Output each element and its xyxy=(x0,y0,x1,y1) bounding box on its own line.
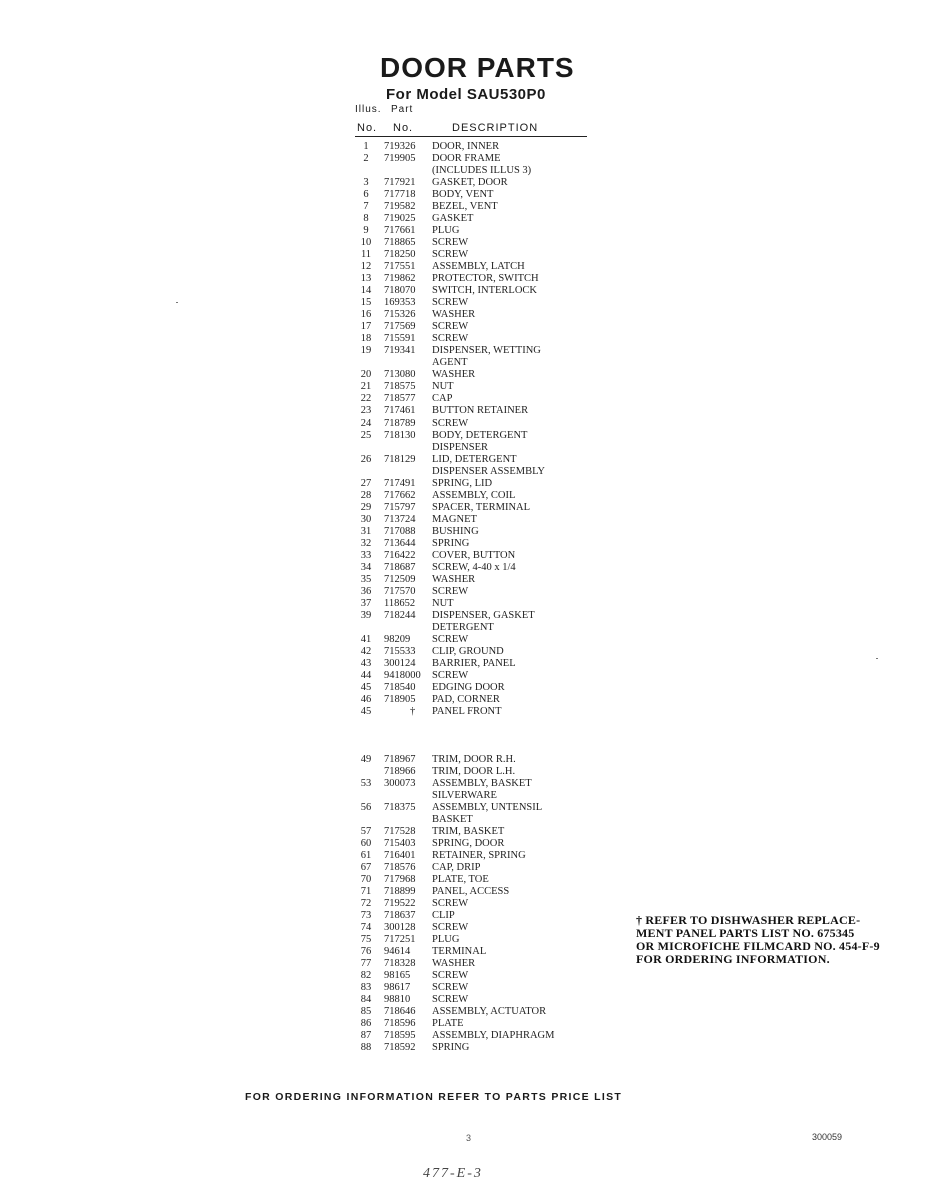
part-number: 717921 xyxy=(384,177,416,189)
ordering-footer: FOR ORDERING INFORMATION REFER TO PARTS PRICE LIST xyxy=(245,1091,623,1103)
part-row xyxy=(0,538,600,550)
part-row xyxy=(0,562,600,574)
part-number: 98617 xyxy=(384,982,411,994)
part-row xyxy=(0,418,600,430)
part-row xyxy=(0,393,600,405)
part-row xyxy=(0,790,600,802)
part-row xyxy=(0,201,600,213)
part-illus-number: 41 xyxy=(360,633,372,645)
part-illus-number: 31 xyxy=(360,525,372,537)
part-description: (INCLUDES ILLUS 3) xyxy=(432,165,532,176)
part-number: 717662 xyxy=(384,489,416,501)
part-number: 719025 xyxy=(384,213,416,225)
part-row xyxy=(0,838,600,850)
part-description: PANEL, ACCESS xyxy=(432,886,510,898)
part-row xyxy=(0,814,600,826)
part-illus-number: 70 xyxy=(360,874,372,886)
part-description: SCREW xyxy=(432,297,469,309)
part-illus-number: 67 xyxy=(360,862,372,874)
part-description: SPRING, LID xyxy=(432,477,493,489)
part-illus-number: 26 xyxy=(360,453,372,465)
part-number: 717968 xyxy=(384,874,416,886)
part-description: ASSEMBLY, UNTENSIL xyxy=(432,802,543,813)
part-illus-number: 17 xyxy=(360,321,372,333)
part-illus-number: 44 xyxy=(360,669,372,681)
part-number: 94614 xyxy=(384,946,411,958)
part-illus-number: 7 xyxy=(363,201,369,213)
part-row xyxy=(0,309,600,321)
part-description: AGENT xyxy=(432,357,468,369)
part-description: SWITCH, INTERLOCK xyxy=(432,285,537,297)
part-row xyxy=(0,850,600,862)
part-description: PANEL FRONT xyxy=(432,705,502,717)
part-row xyxy=(0,442,600,454)
part-row xyxy=(0,874,600,886)
part-description: DETERGENT xyxy=(432,621,494,633)
part-row xyxy=(0,826,600,838)
part-illus-number: 39 xyxy=(360,609,372,621)
part-description: SCREW xyxy=(432,669,469,681)
part-illus-number: 76 xyxy=(360,946,372,958)
part-row xyxy=(0,225,600,237)
part-number: 717251 xyxy=(384,934,416,946)
part-number: 718244 xyxy=(384,609,416,621)
part-row xyxy=(0,141,600,153)
part-illus-number: 30 xyxy=(360,513,372,525)
part-row xyxy=(0,345,600,357)
part-illus-number: 14 xyxy=(360,285,372,297)
part-description: BUTTON RETAINER xyxy=(432,405,529,417)
part-row xyxy=(0,646,600,658)
part-number: 718646 xyxy=(384,1006,416,1018)
part-row xyxy=(0,369,600,381)
part-description: SCREW xyxy=(432,982,469,994)
part-row xyxy=(0,321,600,333)
part-number: 715326 xyxy=(384,309,416,321)
part-row xyxy=(0,754,600,766)
part-row xyxy=(0,910,600,922)
part-row xyxy=(0,478,600,490)
part-description: DISPENSER, GASKET xyxy=(432,609,535,621)
part-number: 719582 xyxy=(384,201,416,213)
part-number: 713644 xyxy=(384,537,416,549)
part-row xyxy=(0,886,600,898)
part-description: SCREW, 4-40 x 1/4 xyxy=(432,561,516,573)
page-number: 3 xyxy=(466,1133,472,1143)
part-row xyxy=(0,682,600,694)
part-illus-number: 32 xyxy=(360,537,372,549)
part-number: 715403 xyxy=(384,838,416,850)
part-description: NUT xyxy=(432,381,454,393)
part-description: BUSHING xyxy=(432,525,479,537)
part-row xyxy=(0,1042,600,1054)
part-number: 719341 xyxy=(384,345,416,357)
part-number: † xyxy=(410,705,416,717)
part-description: DOOR, INNER xyxy=(432,141,500,152)
part-description: DISPENSER ASSEMBLY xyxy=(432,465,546,477)
part-illus-number: 36 xyxy=(360,585,372,597)
part-illus-number: 21 xyxy=(360,381,372,393)
part-row xyxy=(0,285,600,297)
part-description: RETAINER, SPRING xyxy=(432,850,526,862)
part-description: PLUG xyxy=(432,934,460,946)
part-description: WASHER xyxy=(432,958,476,970)
part-illus-number: 35 xyxy=(360,573,372,585)
part-number: 718966 xyxy=(384,766,416,777)
note-line: MENT PANEL PARTS LIST NO. 675345 xyxy=(636,926,855,940)
part-description: DISPENSER xyxy=(432,441,489,453)
part-number: 715797 xyxy=(384,501,416,513)
part-illus-number: 53 xyxy=(360,778,372,789)
part-description: ASSEMBLY, LATCH xyxy=(432,261,525,273)
part-illus-number: 16 xyxy=(360,309,372,321)
part-number: 717461 xyxy=(384,405,416,417)
part-illus-number: 13 xyxy=(360,273,372,285)
part-number: 718905 xyxy=(384,693,416,705)
handwritten-annotation: 477-E-3 xyxy=(423,1166,483,1181)
note-line: OR MICROFICHE FILMCARD NO. 454-F-9 xyxy=(636,939,880,953)
part-description: SPACER, TERMINAL xyxy=(432,501,531,513)
part-row xyxy=(0,802,600,814)
part-row xyxy=(0,862,600,874)
part-illus-number: 23 xyxy=(360,405,372,417)
part-description: ASSEMBLY, BASKET xyxy=(432,778,532,789)
part-illus-number: 1 xyxy=(363,141,369,152)
part-row xyxy=(0,670,600,682)
part-number: 718687 xyxy=(384,561,416,573)
part-description: SCREW xyxy=(432,237,469,249)
part-row xyxy=(0,357,600,369)
part-description: COVER, BUTTON xyxy=(432,549,516,561)
part-number: 718592 xyxy=(384,1042,416,1054)
part-description: PROTECTOR, SWITCH xyxy=(432,273,539,285)
part-illus-number: 9 xyxy=(363,225,369,237)
part-row xyxy=(0,706,600,718)
part-description: SPRING xyxy=(432,1042,470,1054)
part-description: ASSEMBLY, DIAPHRAGM xyxy=(432,1030,555,1042)
note-line: † REFER TO DISHWASHER REPLACE- xyxy=(636,913,861,927)
part-row xyxy=(0,153,600,165)
part-description: BODY, DETERGENT xyxy=(432,429,528,441)
part-row xyxy=(0,574,600,586)
part-number: 712509 xyxy=(384,573,416,585)
part-row xyxy=(0,778,600,790)
part-row xyxy=(0,333,600,345)
part-number: 98209 xyxy=(384,633,411,645)
scan-speck xyxy=(876,658,878,659)
part-description: CAP, DRIP xyxy=(432,862,481,874)
part-illus-number: 3 xyxy=(363,177,369,189)
part-row xyxy=(0,237,600,249)
part-description: WASHER xyxy=(432,369,476,381)
panel-reference-note xyxy=(636,914,921,966)
part-illus-number: 85 xyxy=(360,1006,372,1018)
part-illus-number: 46 xyxy=(360,693,372,705)
part-number: 719326 xyxy=(384,141,416,152)
document-number: 300059 xyxy=(812,1132,843,1142)
part-number: 713080 xyxy=(384,369,416,381)
part-row xyxy=(0,466,600,478)
column-header-part: Part xyxy=(391,104,414,115)
subtitle: For Model SAU530P0 xyxy=(386,86,546,103)
part-row xyxy=(0,1006,600,1018)
part-number: 300128 xyxy=(384,922,416,934)
part-description: SCREW xyxy=(432,333,469,345)
part-row xyxy=(0,1030,600,1042)
part-illus-number: 34 xyxy=(360,561,372,573)
part-number: 718540 xyxy=(384,681,416,693)
part-row xyxy=(0,766,600,778)
part-illus-number: 45 xyxy=(360,681,372,693)
part-row xyxy=(0,405,600,417)
part-description: CLIP xyxy=(432,910,455,922)
part-description: SCREW xyxy=(432,417,469,429)
part-row xyxy=(0,514,600,526)
scan-speck xyxy=(176,302,178,303)
part-row xyxy=(0,658,600,670)
part-number: 718637 xyxy=(384,910,416,922)
part-number: 718595 xyxy=(384,1030,416,1042)
part-illus-number: 43 xyxy=(360,657,372,669)
part-number: 718250 xyxy=(384,249,416,261)
part-number: 717528 xyxy=(384,826,416,838)
part-number: 718789 xyxy=(384,417,416,429)
part-illus-number: 60 xyxy=(360,838,372,850)
column-header-part-no: No. xyxy=(393,122,414,134)
part-description: SCREW xyxy=(432,321,469,333)
part-row xyxy=(0,249,600,261)
part-number: 716401 xyxy=(384,850,416,862)
part-illus-number: 11 xyxy=(360,249,372,261)
part-illus-number: 49 xyxy=(360,754,372,765)
part-description: BODY, VENT xyxy=(432,189,494,201)
part-number: 717569 xyxy=(384,321,416,333)
part-illus-number: 22 xyxy=(360,393,372,405)
part-description: WASHER xyxy=(432,573,476,585)
part-description: CLIP, GROUND xyxy=(432,645,504,657)
part-row xyxy=(0,430,600,442)
part-number: 715591 xyxy=(384,333,416,345)
part-illus-number: 86 xyxy=(360,1018,372,1030)
part-description: PLUG xyxy=(432,225,460,237)
column-header-illus: Illus. xyxy=(355,104,382,115)
part-illus-number: 10 xyxy=(360,237,372,249)
part-description: PLATE, TOE xyxy=(432,874,489,886)
part-description: GASKET xyxy=(432,213,474,225)
part-number: 718070 xyxy=(384,285,416,297)
part-illus-number: 28 xyxy=(360,489,372,501)
part-description: TRIM, BASKET xyxy=(432,826,505,838)
part-number: 300073 xyxy=(384,778,416,789)
part-description: SCREW xyxy=(432,585,469,597)
part-illus-number: 24 xyxy=(360,417,372,429)
part-description: DISPENSER, WETTING xyxy=(432,345,541,357)
part-description: BEZEL, VENT xyxy=(432,201,498,213)
part-illus-number: 87 xyxy=(360,1030,372,1042)
part-illus-number: 42 xyxy=(360,645,372,657)
part-number: 717570 xyxy=(384,585,416,597)
part-illus-number: 15 xyxy=(360,297,372,309)
part-description: SCREW xyxy=(432,970,469,982)
part-number: 719862 xyxy=(384,273,416,285)
part-number: 9418000 xyxy=(384,669,421,681)
column-header-description: DESCRIPTION xyxy=(452,122,539,134)
part-illus-number: 71 xyxy=(360,886,372,898)
part-illus-number: 72 xyxy=(360,898,372,910)
part-number: 718328 xyxy=(384,958,416,970)
part-number: 718899 xyxy=(384,886,416,898)
part-row xyxy=(0,622,600,634)
part-illus-number: 82 xyxy=(360,970,372,982)
part-description: BARRIER, PANEL xyxy=(432,657,516,669)
part-description: ASSEMBLY, COIL xyxy=(432,489,516,501)
part-number: 713724 xyxy=(384,513,416,525)
part-description: GASKET, DOOR xyxy=(432,177,508,189)
part-row xyxy=(0,694,600,706)
part-illus-number: 8 xyxy=(363,213,369,225)
part-row xyxy=(0,165,600,177)
part-number: 718129 xyxy=(384,453,416,465)
part-number: 98165 xyxy=(384,970,411,982)
part-description: MAGNET xyxy=(432,513,477,525)
part-illus-number: 2 xyxy=(363,153,369,164)
part-number: 715533 xyxy=(384,645,416,657)
part-row xyxy=(0,946,600,958)
part-description: CAP xyxy=(432,393,453,405)
part-illus-number: 75 xyxy=(360,934,372,946)
part-row xyxy=(0,970,600,982)
part-number: 717718 xyxy=(384,189,416,201)
part-description: BASKET xyxy=(432,814,473,826)
part-illus-number: 74 xyxy=(360,922,372,934)
part-description: TRIM, DOOR R.H. xyxy=(432,754,516,765)
part-illus-number: 73 xyxy=(360,910,372,922)
part-number: 718577 xyxy=(384,393,416,405)
part-number: 719522 xyxy=(384,898,416,910)
part-description: PAD, CORNER xyxy=(432,693,500,705)
part-illus-number: 12 xyxy=(360,261,372,273)
part-illus-number: 27 xyxy=(360,477,372,489)
part-row xyxy=(0,598,600,610)
part-illus-number: 33 xyxy=(360,549,372,561)
part-number: 169353 xyxy=(384,297,416,309)
part-row xyxy=(0,634,600,646)
part-number: 718596 xyxy=(384,1018,416,1030)
part-row xyxy=(0,213,600,225)
part-illus-number: 84 xyxy=(360,994,372,1006)
part-number: 717491 xyxy=(384,477,416,489)
part-description: SPRING, DOOR xyxy=(432,838,505,850)
part-row xyxy=(0,177,600,189)
part-description: ASSEMBLY, ACTUATOR xyxy=(432,1006,547,1018)
part-row xyxy=(0,261,600,273)
part-illus-number: 83 xyxy=(360,982,372,994)
part-row xyxy=(0,982,600,994)
part-illus-number: 6 xyxy=(363,189,369,201)
column-header-illus-no: No. xyxy=(357,122,378,134)
part-illus-number: 37 xyxy=(360,597,372,609)
part-row xyxy=(0,610,600,622)
part-row xyxy=(0,934,600,946)
part-description: TERMINAL xyxy=(432,946,487,958)
part-row xyxy=(0,273,600,285)
note-line: FOR ORDERING INFORMATION. xyxy=(636,952,830,966)
part-illus-number: 61 xyxy=(360,850,372,862)
part-illus-number: 20 xyxy=(360,369,372,381)
part-row xyxy=(0,189,600,201)
part-description: SILVERWARE xyxy=(432,790,497,801)
part-description: SPRING xyxy=(432,537,470,549)
part-number: 718375 xyxy=(384,802,416,813)
part-illus-number: 45 xyxy=(360,705,372,717)
part-row xyxy=(0,526,600,538)
part-row xyxy=(0,922,600,934)
part-description: DOOR FRAME xyxy=(432,153,501,164)
part-number: 716422 xyxy=(384,549,416,561)
part-illus-number: 56 xyxy=(360,802,372,813)
part-row xyxy=(0,502,600,514)
part-row xyxy=(0,586,600,598)
part-illus-number: 29 xyxy=(360,501,372,513)
part-number: 717551 xyxy=(384,261,416,273)
part-number: 717088 xyxy=(384,525,416,537)
part-row xyxy=(0,297,600,309)
part-illus-number: 77 xyxy=(360,958,372,970)
part-number: 717661 xyxy=(384,225,416,237)
part-number: 719905 xyxy=(384,153,416,164)
part-description: SCREW xyxy=(432,633,469,645)
part-description: SCREW xyxy=(432,994,469,1006)
part-illus-number: 25 xyxy=(360,429,372,441)
title: DOOR PARTS xyxy=(380,52,575,83)
part-number: 718576 xyxy=(384,862,416,874)
part-number: 718865 xyxy=(384,237,416,249)
part-number: 98810 xyxy=(384,994,411,1006)
part-illus-number: 57 xyxy=(360,826,372,838)
part-description: SCREW xyxy=(432,898,469,910)
part-row xyxy=(0,958,600,970)
part-row xyxy=(0,454,600,466)
part-row xyxy=(0,490,600,502)
part-illus-number: 19 xyxy=(360,345,372,357)
part-row xyxy=(0,550,600,562)
part-number: 718967 xyxy=(384,754,416,765)
part-description: SCREW xyxy=(432,249,469,261)
part-description: NUT xyxy=(432,597,454,609)
part-description: PLATE xyxy=(432,1018,464,1030)
part-row xyxy=(0,381,600,393)
part-illus-number: 88 xyxy=(360,1042,372,1054)
part-row xyxy=(0,994,600,1006)
part-row xyxy=(0,898,600,910)
part-number: 118652 xyxy=(384,597,416,609)
part-description: LID, DETERGENT xyxy=(432,453,517,465)
part-number: 300124 xyxy=(384,657,416,669)
part-description: EDGING DOOR xyxy=(432,681,505,693)
part-row xyxy=(0,1018,600,1030)
part-number: 718130 xyxy=(384,429,416,441)
part-description: WASHER xyxy=(432,309,476,321)
part-description: TRIM, DOOR L.H. xyxy=(432,766,516,777)
part-number: 718575 xyxy=(384,381,416,393)
part-description: SCREW xyxy=(432,922,469,934)
part-illus-number: 18 xyxy=(360,333,372,345)
